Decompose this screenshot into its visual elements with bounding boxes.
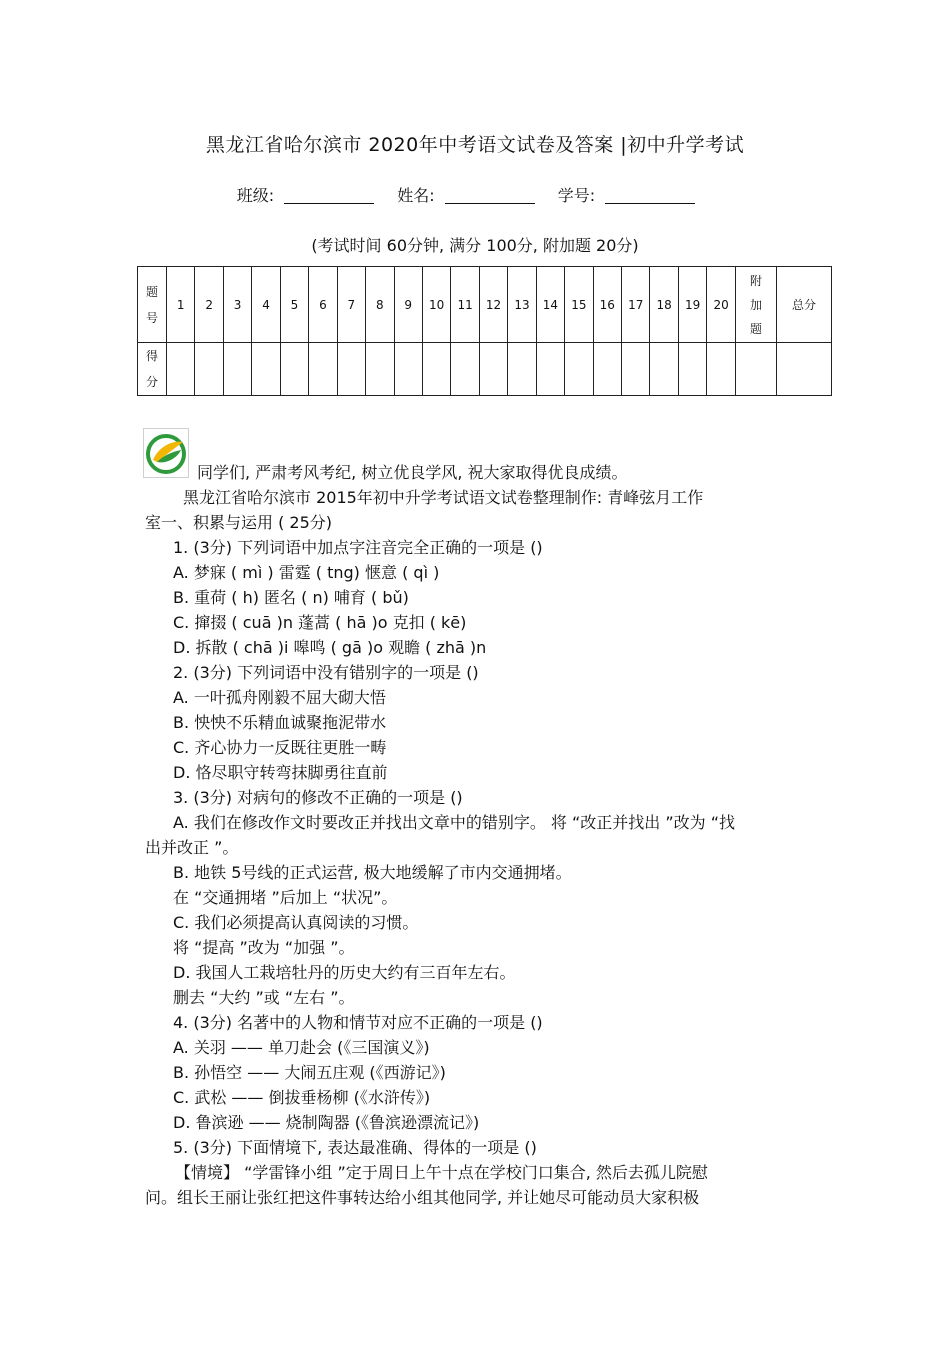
header-cell-9: 9 [394,267,422,343]
header-cell-total: 总分 [777,267,832,343]
header-cell-19: 19 [678,267,706,343]
header-cell-13: 13 [508,267,536,343]
question-line: C. 齐心协力一反既往更胜一畴 [173,738,387,757]
id-blank[interactable] [605,189,695,204]
name-label: 姓名: [397,186,435,205]
header-cell-16: 16 [593,267,621,343]
question-line: 出并改正 ”。 [145,838,239,857]
question-line: C. 我们必须提高认真阅读的习惯。 [173,913,419,932]
header-cell-6: 6 [309,267,337,343]
score-cell[interactable] [707,343,736,396]
header-cell-bonus [736,267,777,343]
header-cell-8: 8 [366,267,394,343]
question-line: 4. (3分) 名著中的人物和情节对应不正确的一项是 () [173,1013,543,1032]
section-heading: 室一、积累与运用 ( 25分) [145,513,333,532]
question-list [145,535,825,1210]
question-line: D. 恪尽职守转弯抹脚勇往直前 [173,763,388,782]
question-line: A. 我们在修改作文时要改正并找出文章中的错别字。 将 “改正并找出 ”改为 “找 [173,813,736,832]
score-cell[interactable] [167,343,195,396]
id-label: 学号: [557,186,596,205]
header-cell-18: 18 [650,267,678,343]
question-line: 【情境】 “学雷锋小组 ”定于周日上午十点在学校门口集合, 然后去孤儿院慰 [175,1163,708,1182]
score-cell[interactable] [565,343,593,396]
header-cell-4: 4 [252,267,280,343]
question-line: B. 怏怏不乐精血诚聚拖泥带水 [173,713,387,732]
question-line: 在 “交通拥堵 ”后加上 “状况”。 [173,888,398,907]
score-cell[interactable] [337,343,365,396]
header-cell-12: 12 [479,267,507,343]
question-number-label: 题 号 [145,284,158,325]
score-cell[interactable] [223,343,251,396]
header-cell-1: 1 [167,267,195,343]
header-cell-11: 11 [451,267,479,343]
question-line: D. 拆散 ( chā )i 嗥鸣 ( gā )o 观瞻 ( zhā )n [173,638,487,657]
question-line: C. 撺掇 ( cuā )n 蓬蒿 ( hā )o 克扣 ( kē) [173,613,467,632]
score-cell[interactable] [422,343,450,396]
score-table [137,266,832,396]
question-line: B. 孙悟空 —— 大闹五庄观 (《西游记》) [173,1063,446,1082]
header-cell-17: 17 [622,267,650,343]
question-line: A. 一叶孤舟刚毅不屈大砌大悟 [173,688,386,707]
page-title: 黑龙江省哈尔滨市 2020年中考语文试卷及答案 |初中升学考试 [205,134,745,156]
question-line: A. 梦寐 ( mì ) 雷霆 ( tng) 惬意 ( qì ) [173,563,440,582]
header-cell-label [138,267,167,343]
question-line: C. 武松 —— 倒拔垂杨柳 (《水浒传》) [173,1088,431,1107]
score-cell[interactable] [678,343,706,396]
header-cell-15: 15 [565,267,593,343]
score-table-header-row [138,267,832,343]
score-cell[interactable] [479,343,507,396]
source-line-1: 黑龙江省哈尔滨市 2015年初中升学考试语文试卷整理制作: 青峰弦月工作 [183,488,704,507]
score-cell[interactable] [252,343,280,396]
greeting-line: 同学们, 严肃考风考纪, 树立优良学风, 祝大家取得优良成绩。 [197,463,628,482]
student-info-row [0,183,950,206]
exam-body [145,460,825,1210]
question-line: 2. (3分) 下列词语中没有错别字的一项是 () [173,663,479,682]
score-cell-label [138,343,167,396]
question-line: D. 我国人工栽培牡丹的历史大约有三百年左右。 [173,963,516,982]
question-line: 3. (3分) 对病句的修改不正确的一项是 () [173,788,463,807]
question-line: 问。组长王丽让张红把这件事转达给小组其他同学, 并让她尽可能动员大家积极 [145,1188,700,1207]
score-cell[interactable] [309,343,337,396]
score-cell[interactable] [394,343,422,396]
score-cell-bonus[interactable] [736,343,777,396]
header-cell-7: 7 [337,267,365,343]
question-line: 5. (3分) 下面情境下, 表达最准确、得体的一项是 () [173,1138,537,1157]
bonus-label: 附 加 题 [749,273,762,336]
header-cell-5: 5 [280,267,308,343]
score-cell[interactable] [451,343,479,396]
question-line: D. 鲁滨逊 —— 烧制陶器 (《鲁滨逊漂流记》) [173,1113,480,1132]
header-cell-14: 14 [536,267,564,343]
question-line: 将 “提高 ”改为 “加强 ”。 [173,938,355,957]
header-cell-20: 20 [707,267,736,343]
score-cell[interactable] [280,343,308,396]
header-cell-3: 3 [223,267,251,343]
class-blank[interactable] [284,189,374,204]
question-line: A. 关羽 —— 单刀赴会 (《三国演义》) [173,1038,430,1057]
header-cell-2: 2 [195,267,223,343]
question-line: 1. (3分) 下列词语中加点字注音完全正确的一项是 () [173,538,543,557]
score-cell[interactable] [593,343,621,396]
header-cell-10: 10 [422,267,450,343]
exam-time-note: (考试时间 60分钟, 满分 100分, 附加题 20分) [311,236,639,255]
name-blank[interactable] [445,189,535,204]
score-cell[interactable] [622,343,650,396]
score-cell[interactable] [536,343,564,396]
score-table-score-row [138,343,832,396]
question-line: 删去 “大约 ”或 “左右 ”。 [173,988,355,1007]
question-line: B. 地铁 5号线的正式运营, 极大地缓解了市内交通拥堵。 [173,863,572,882]
score-cell-total[interactable] [777,343,832,396]
score-label: 得 分 [145,349,158,389]
score-cell[interactable] [195,343,223,396]
question-line: B. 重荷 ( h) 匿名 ( n) 哺育 ( bǔ) [173,588,409,607]
score-cell[interactable] [508,343,536,396]
score-cell[interactable] [366,343,394,396]
class-label: 班级: [236,186,275,205]
score-cell[interactable] [650,343,678,396]
